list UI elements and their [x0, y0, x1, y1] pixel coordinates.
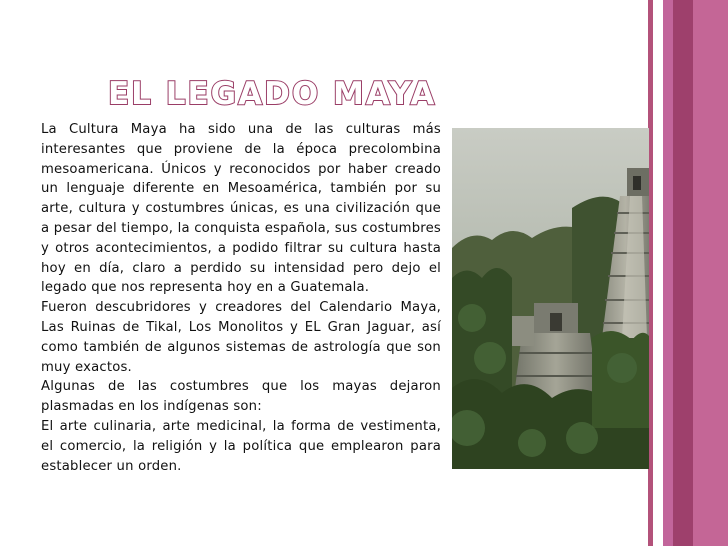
- stripe-gap: [653, 0, 663, 546]
- slide-body: [41, 120, 441, 476]
- stripe: [693, 0, 728, 546]
- paragraph: Algunas de las costumbres que los mayas dejaron plasmadas en los indígenas son:: [41, 379, 441, 415]
- decorative-stripes: [648, 0, 728, 546]
- slide-title: EL LEGADO MAYA: [108, 76, 437, 112]
- paragraph: Fueron descubridores y creadores del Calendario Maya, Las Ruinas de Tikal, Los Monolitos y EL Gran Jaguar, así como también de algunos sistemas de astrología que son muy exactos.: [41, 300, 441, 375]
- stripe: [663, 0, 673, 546]
- paragraph: El arte culinaria, arte medicinal, la forma de vestimenta, el comercio, la religión y la política que emplearon para establecer un orden.: [41, 418, 441, 474]
- tikal-temple-photo: [452, 128, 649, 469]
- paragraph: La Cultura Maya ha sido una de las culturas más interesantes que proviene de la época precolombina mesoamericana. Únicos y reconocidos por haber creado un lenguaje diferente en Mesoamérica, también por su arte, cultura y costumbres únicas, es una civilización que a pesar del tiempo, la conquista española, sus costumbres y otros acontecimientos, a podido filtrar su cultura hasta hoy en día, claro a perdido su intensidad pero dejo el legado que nos representa hoy en a Guatemala.: [41, 122, 441, 296]
- stripe: [673, 0, 693, 546]
